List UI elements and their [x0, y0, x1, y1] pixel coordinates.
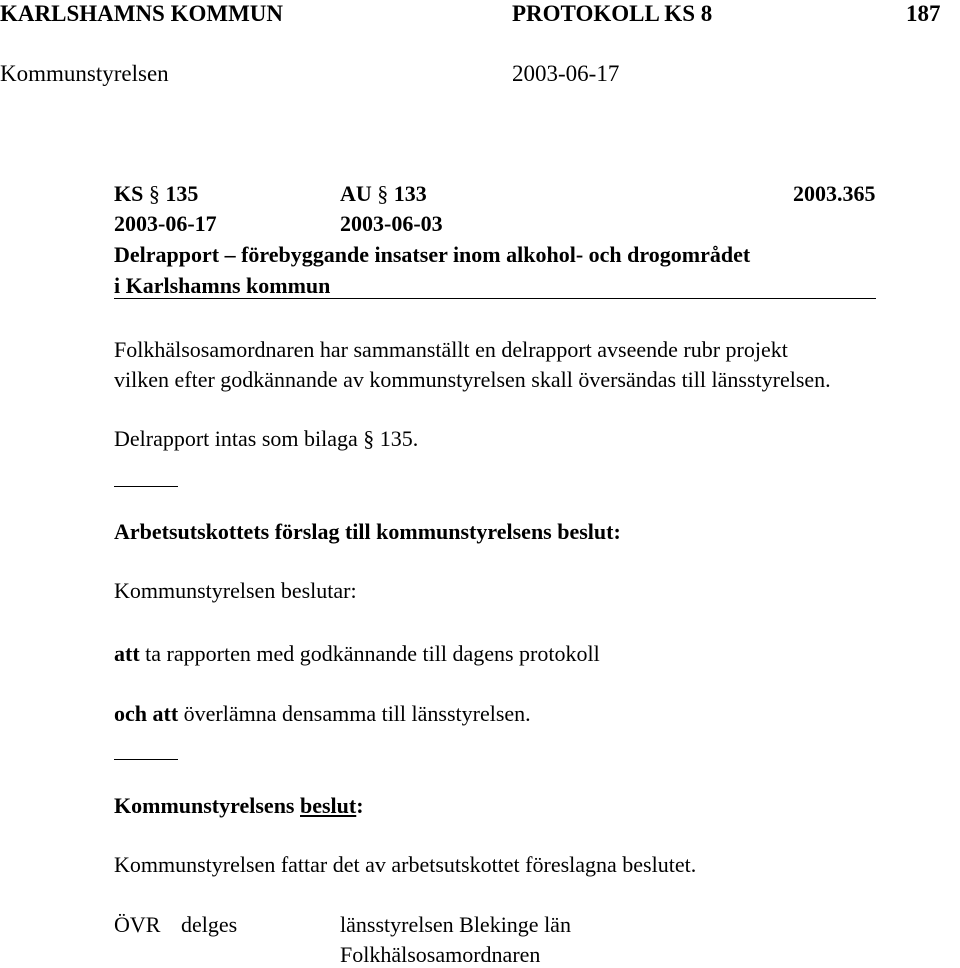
paragraph-line2: vilken efter godkännande av kommunstyrelsen skall översändas till länsstyrelsen.: [114, 367, 831, 392]
au-date: 2003-06-03: [340, 211, 443, 236]
ks-label: KS: [114, 181, 144, 206]
recipient-2: Folkhälsosamordnaren: [340, 942, 541, 967]
case-title-line1: Delrapport – förebyggande insatser inom alkohol- och drogområdet: [114, 242, 751, 267]
item-text: ta rapporten med godkännande till dagens protokoll: [145, 641, 600, 666]
attachment-number: 135.: [379, 426, 419, 451]
au-reference: [340, 183, 427, 205]
au-label: AU: [340, 181, 372, 206]
decision-heading-suffix: :: [356, 793, 364, 818]
section-mark: §: [363, 426, 375, 451]
body-name: Kommunstyrelsen: [0, 61, 169, 86]
attachment-prefix: Delrapport intas som bilaga: [114, 426, 358, 451]
paragraph-line1: Folkhälsosamordnaren har sammanställt en delrapport avseende rubr projekt: [114, 337, 788, 362]
proposal-heading: Arbetsutskottets förslag till kommunstyrelsens beslut:: [114, 519, 621, 544]
protocol-date: 2003-06-17: [512, 61, 620, 86]
section-mark: §: [377, 181, 389, 206]
title-underline: [114, 298, 876, 299]
section-mark: §: [148, 181, 160, 206]
attachment-note: [114, 428, 418, 450]
separator-short: [114, 486, 178, 487]
proposal-item-2: [114, 703, 531, 725]
ks-number: 135: [165, 181, 199, 206]
decision-heading: [114, 795, 364, 817]
proposal-item-1: [114, 643, 600, 665]
decision-heading-underlined: beslut: [300, 793, 357, 818]
decision-heading-prefix: Kommunstyrelsens: [114, 793, 295, 818]
distribution-label: ÖVR: [114, 912, 161, 937]
municipality-name: KARLSHAMNS KOMMUN: [0, 1, 284, 26]
au-number: 133: [393, 181, 427, 206]
recipient-1: länsstyrelsen Blekinge län: [340, 912, 571, 937]
distribution-verb: delges: [181, 912, 238, 937]
decision-text: Kommunstyrelsen fattar det av arbetsutskottet föreslagna beslutet.: [114, 852, 697, 877]
item-text: överlämna densamma till länsstyrelsen.: [183, 701, 531, 726]
ks-date: 2003-06-17: [114, 211, 217, 236]
ks-reference: [114, 183, 198, 205]
proposal-intro: Kommunstyrelsen beslutar:: [114, 578, 357, 603]
protocol-title: PROTOKOLL KS 8: [512, 1, 713, 26]
case-title-line2: i Karlshamns kommun: [114, 273, 331, 298]
separator-short: [114, 759, 178, 760]
diary-number: 2003.365: [793, 181, 876, 206]
item-keyword: och att: [114, 701, 179, 726]
item-keyword: att: [114, 641, 140, 666]
page-number: 187: [906, 1, 941, 26]
